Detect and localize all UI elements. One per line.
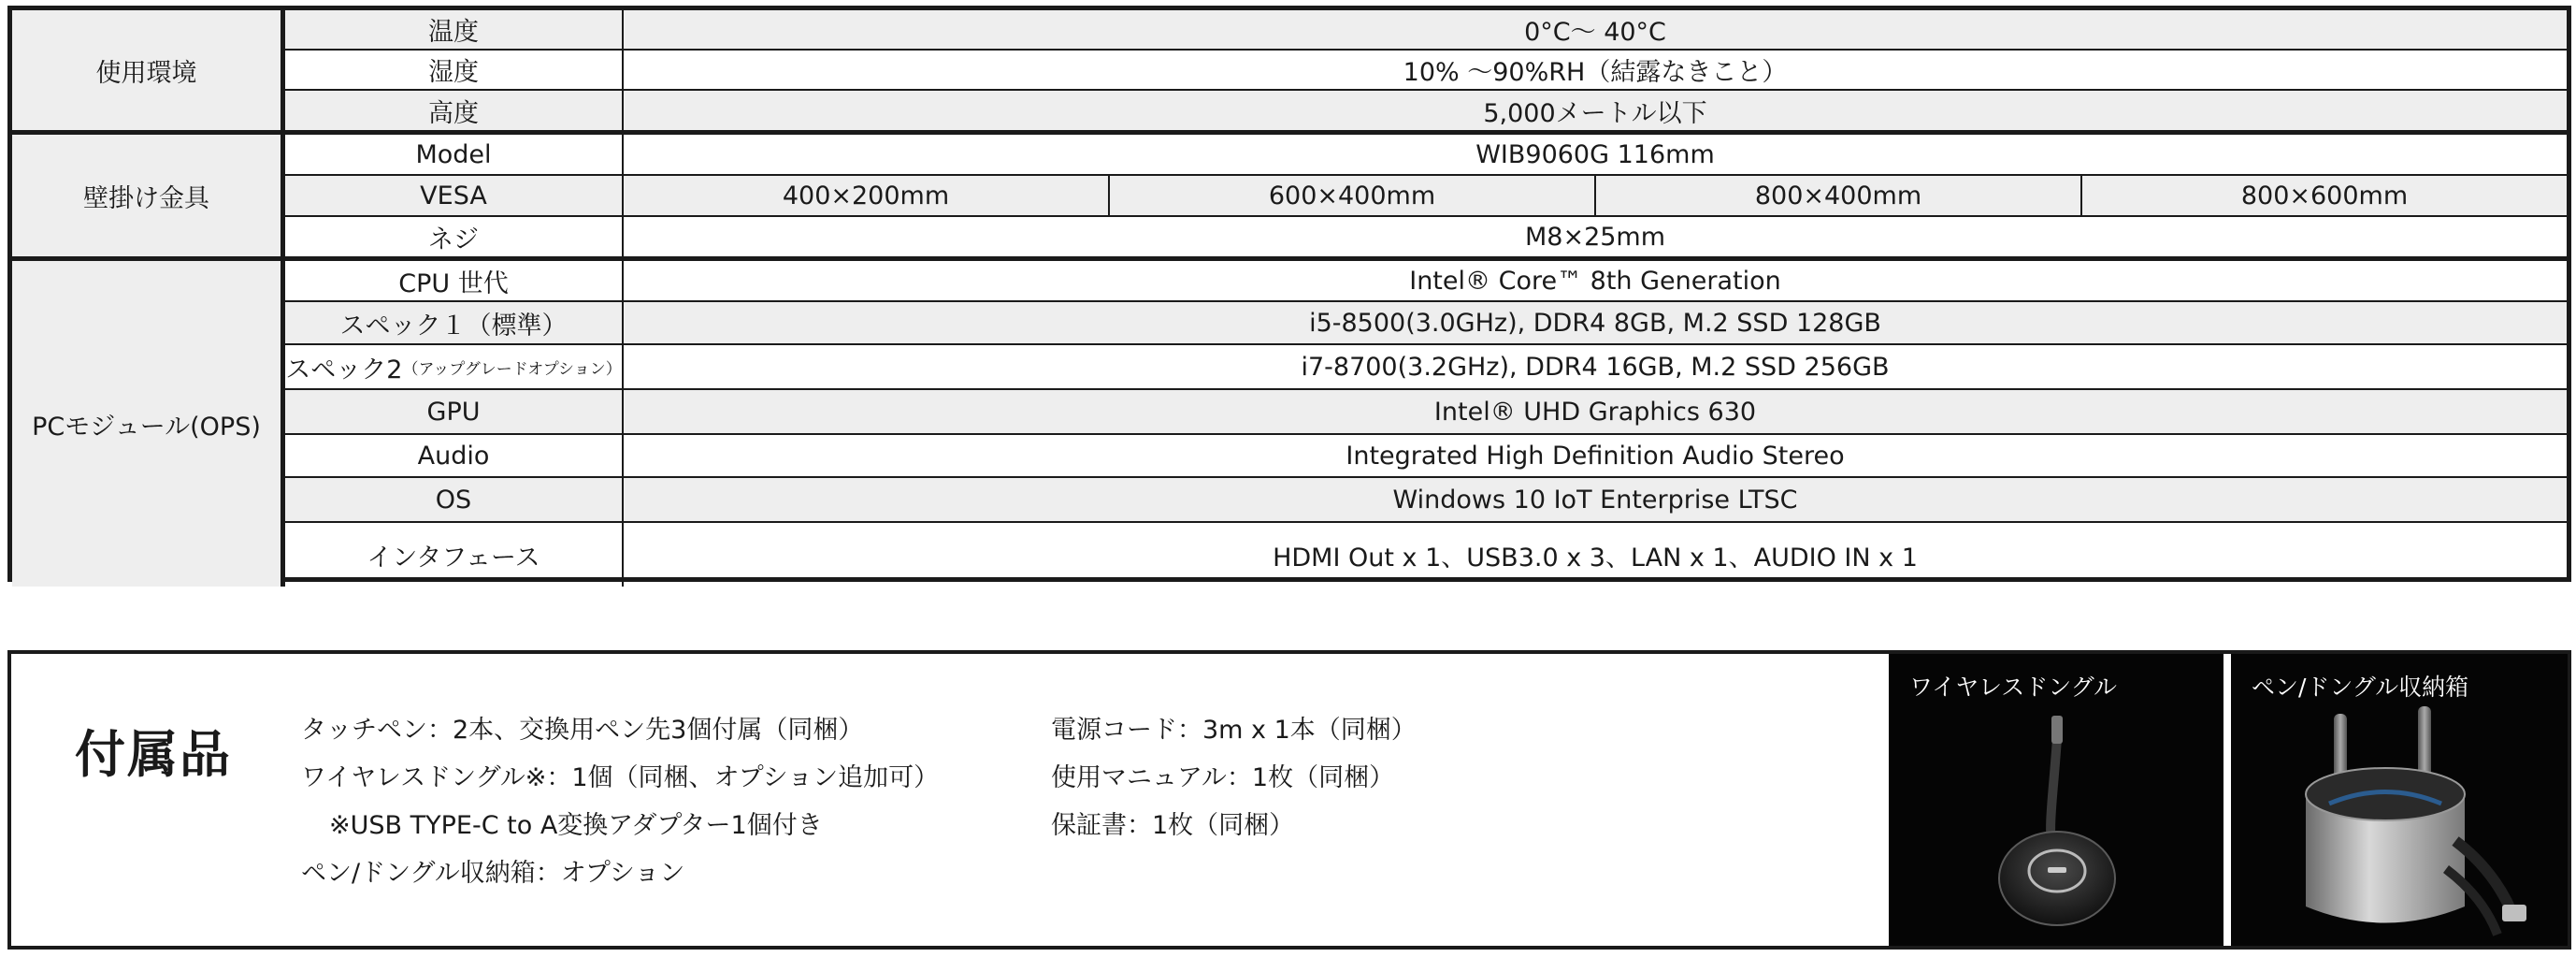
row-label: スペック１（標準）: [285, 302, 624, 343]
spec-row-audio: [285, 433, 2567, 476]
row-value: 0°C〜 40°C: [1524, 18, 1666, 47]
photo-caption: ワイヤレスドングル: [1909, 674, 2118, 701]
row-value: 5,000メートル以下: [1483, 98, 1707, 128]
row-label: インタフェース: [285, 523, 624, 587]
spec-row-gpu: [285, 388, 2567, 433]
row-value: 10% 〜90%RH（結露なきこと）: [1403, 58, 1788, 87]
row-value: WIB9060G 116mm: [1475, 139, 1715, 169]
row-label: Model: [285, 135, 624, 174]
vesa-value: 800×600mm: [2080, 176, 2567, 215]
row-label-text: スペック2: [285, 355, 403, 384]
row-value: Intel® Core™ 8th Generation: [1409, 266, 1781, 296]
row-label: VESA: [285, 176, 624, 215]
spec-row-screw: [285, 215, 2567, 256]
category-cell: 壁掛け金具: [12, 135, 285, 256]
accessory-item: ワイヤレスドングル※：1個（同梱、オプション追加可）: [301, 763, 940, 792]
spec-row-interface: [285, 521, 2567, 587]
spec-row-os: [285, 476, 2567, 521]
spec-row-model: [285, 135, 2567, 174]
category-cell: 使用環境: [12, 10, 285, 130]
row-value: HDMI Out x 1、USB3.0 x 3、LAN x 1、AUDIO IN x 1: [1273, 543, 1918, 573]
row-label: CPU 世代: [285, 261, 624, 300]
section-wall-mount: [12, 130, 2567, 256]
spec-table: [7, 6, 2571, 582]
accessory-item: 保証書：1枚（同梱）: [1051, 811, 1295, 840]
row-label: [285, 345, 624, 388]
row-label: GPU: [285, 390, 624, 433]
spec-row-vesa: [285, 174, 2567, 215]
row-value: i7-8700(3.2GHz), DDR4 16GB, M.2 SSD 256GB: [1301, 352, 1890, 382]
vesa-value: 400×200mm: [782, 181, 950, 210]
section-pc-module: [12, 256, 2567, 587]
row-label: Audio: [285, 435, 624, 476]
row-value: Intel® UHD Graphics 630: [1433, 397, 1757, 427]
row-label: ネジ: [285, 217, 624, 256]
accessory-note: ※USB TYPE-C to A変換アダプター1個付き: [329, 811, 823, 840]
accessory-item: タッチペン：2本、交換用ペン先3個付属（同梱）: [301, 716, 864, 745]
row-label-note: （アップグレードオプション）: [402, 359, 622, 379]
spec-row-spec2: [285, 343, 2567, 388]
section-environment: [12, 10, 2567, 130]
row-value: Integrated High Definition Audio Stereo: [1346, 441, 1845, 471]
row-value: Windows 10 IoT Enterprise LTSC: [1392, 485, 1798, 515]
accessories-title: 付属品: [75, 725, 232, 784]
spec-row-altitude: [285, 89, 2567, 130]
category-cell: PCモジュール(OPS): [12, 261, 285, 587]
spec-row-temperature: [285, 10, 2567, 49]
vesa-value: 800×400mm: [1594, 176, 2080, 215]
spec-row-cpu: [285, 261, 2567, 300]
storage-box-photo: [2231, 654, 2568, 946]
row-label: OS: [285, 478, 624, 521]
accessories-list-right: [1051, 706, 1417, 849]
accessory-item: 電源コード：3m x 1本（同梱）: [1051, 716, 1417, 745]
vesa-value: 600×400mm: [1108, 176, 1594, 215]
row-label: 高度: [285, 91, 624, 130]
accessories-list-left: [301, 706, 939, 897]
accessory-item: 使用マニュアル：1枚（同梱）: [1051, 763, 1395, 792]
photo-caption: ペン/ドングル収納箱: [2252, 674, 2469, 701]
row-value: M8×25mm: [1524, 222, 1666, 252]
wireless-dongle-photo: [1889, 654, 2223, 946]
accessory-item: ペン/ドングル収納箱：オプション: [301, 859, 685, 888]
spec-row-spec1: [285, 300, 2567, 343]
row-value: i5-8500(3.0GHz), DDR4 8GB, M.2 SSD 128GB: [1309, 308, 1881, 338]
accessories-box: [7, 650, 2571, 950]
spec-row-humidity: [285, 49, 2567, 89]
row-label: 温度: [285, 10, 624, 49]
row-label: 湿度: [285, 51, 624, 89]
